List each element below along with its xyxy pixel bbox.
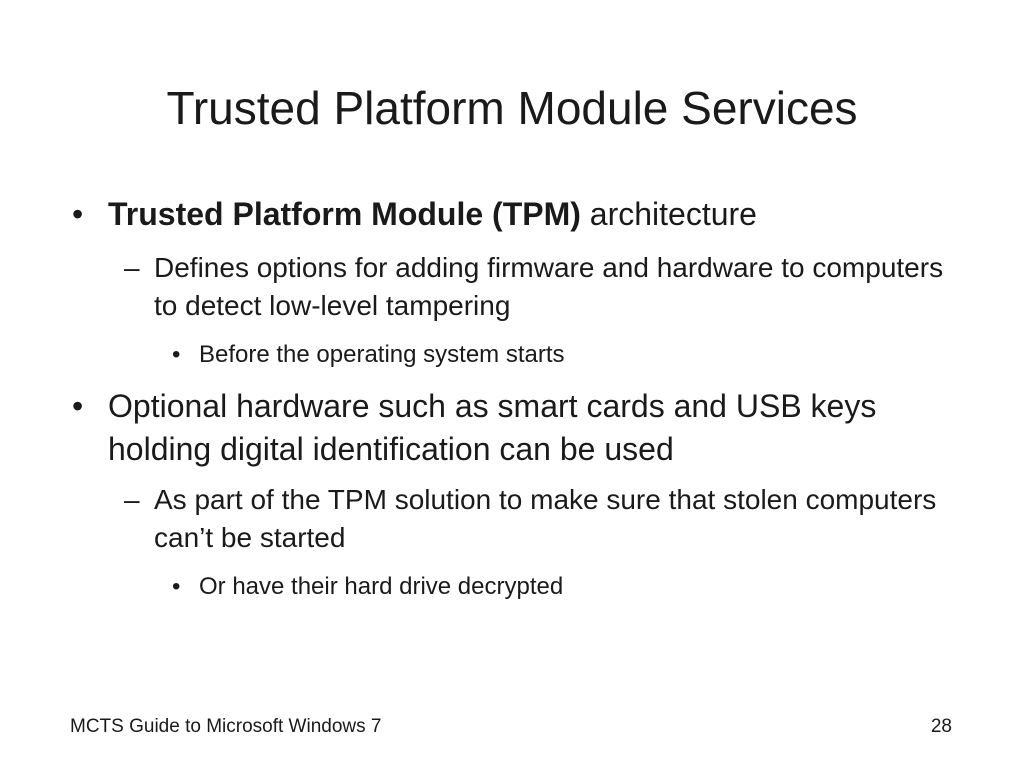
bullet-marker: • (72, 388, 84, 424)
dash-marker: – (124, 252, 140, 283)
bullet-text: Optional hardware such as smart cards and USB keys holding digital identification can be used (108, 388, 877, 467)
subsubbullet-text: Before the operating system starts (199, 341, 565, 368)
bullet-bold-term: Trusted Platform Module (TPM) (108, 196, 581, 232)
subsubbullet-hard-drive (172, 571, 959, 603)
bullet-text: architecture (580, 196, 757, 232)
slide-title: Trusted Platform Module Services (166, 82, 858, 134)
footer-page-number: 28 (930, 716, 952, 737)
subbullet-defines-options (124, 249, 964, 325)
bullet-marker: • (72, 196, 84, 232)
subbullet-text: Defines options for adding firmware and hardware to computers to detect low-level tampering (154, 252, 944, 321)
subbullet-text: As part of the TPM solution to make sure that stolen computers can’t be started (154, 484, 937, 553)
dash-marker: – (124, 484, 140, 515)
bullet-marker: • (172, 573, 181, 600)
bullet-marker: • (172, 341, 181, 368)
bullet-tpm-architecture (72, 193, 938, 236)
bullet-optional-hardware (72, 385, 938, 471)
footer-course-title: MCTS Guide to Microsoft Windows 7 (70, 716, 382, 737)
subsubbullet-before-os (172, 339, 959, 371)
subsubbullet-text: Or have their hard drive decrypted (199, 573, 564, 600)
subbullet-tpm-solution (124, 481, 964, 557)
